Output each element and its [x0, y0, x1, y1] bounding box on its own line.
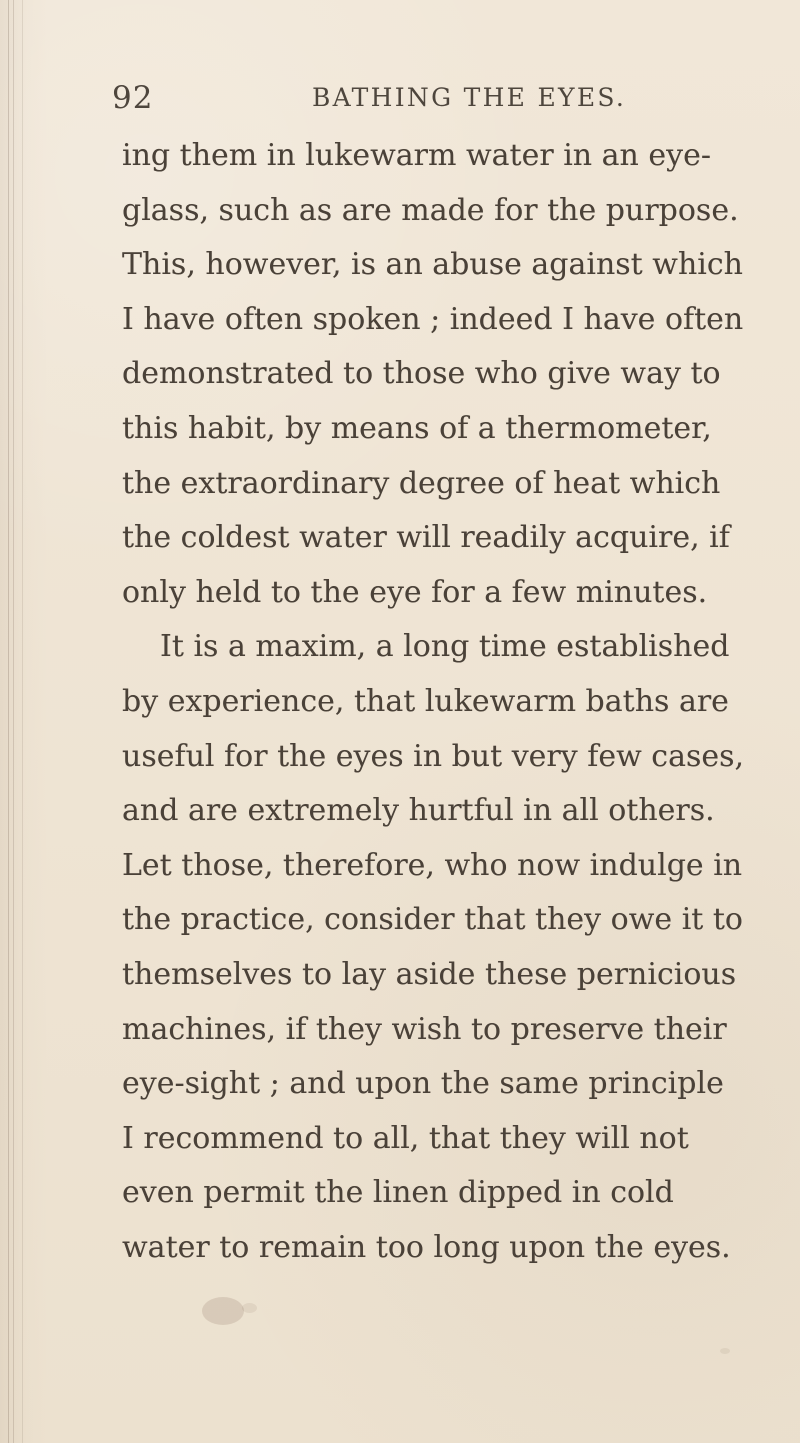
- paper-stain: [202, 1297, 244, 1325]
- text-line: only held to the eye for a few minutes.: [122, 574, 708, 610]
- paper-stain: [242, 1303, 257, 1313]
- running-head: [112, 74, 732, 124]
- text-line: the practice, consider that they owe it to: [122, 902, 743, 938]
- text-line: I have often spoken ; indeed I have often: [122, 301, 744, 337]
- paragraph-start-line: It is a maxim, a long time established: [160, 629, 730, 665]
- text-line: ing them in lukewarm water in an eye-: [122, 138, 711, 173]
- running-title: BATHING THE EYES.: [312, 83, 627, 112]
- text-line: the coldest water will readily acquire, if: [122, 520, 730, 556]
- body-text: [122, 129, 786, 1275]
- text-line: machines, if they wish to preserve their: [122, 1011, 727, 1047]
- binding-line: [22, 0, 23, 1443]
- text-line: by experience, that lukewarm baths are: [122, 683, 729, 719]
- page-number: 92: [112, 80, 154, 116]
- text-line: Let those, therefore, who now indulge in: [122, 847, 743, 883]
- text-line: even permit the linen dipped in cold: [122, 1175, 674, 1211]
- text-line: eye-sight ; and upon the same principle: [122, 1066, 724, 1102]
- text-line: glass, such as are made for the purpose.: [122, 192, 739, 228]
- text-line: themselves to lay aside these pernicious: [122, 956, 737, 992]
- binding-line: [8, 0, 9, 1443]
- text-line: I recommend to all, that they will not: [122, 1120, 689, 1156]
- paper-stain: [720, 1348, 730, 1354]
- page-binding-edge: [0, 0, 48, 1443]
- text-line: the extraordinary degree of heat which: [122, 465, 721, 501]
- text-line: This, however, is an abuse against which: [122, 247, 743, 283]
- binding-line: [13, 0, 14, 1443]
- text-line: and are extremely hurtful in all others.: [122, 793, 715, 829]
- text-line: water to remain too long upon the eyes.: [122, 1229, 731, 1265]
- text-line: this habit, by means of a thermometer,: [122, 410, 712, 446]
- text-line: demonstrated to those who give way to: [122, 356, 721, 392]
- text-line: useful for the eyes in but very few cases,: [122, 738, 745, 774]
